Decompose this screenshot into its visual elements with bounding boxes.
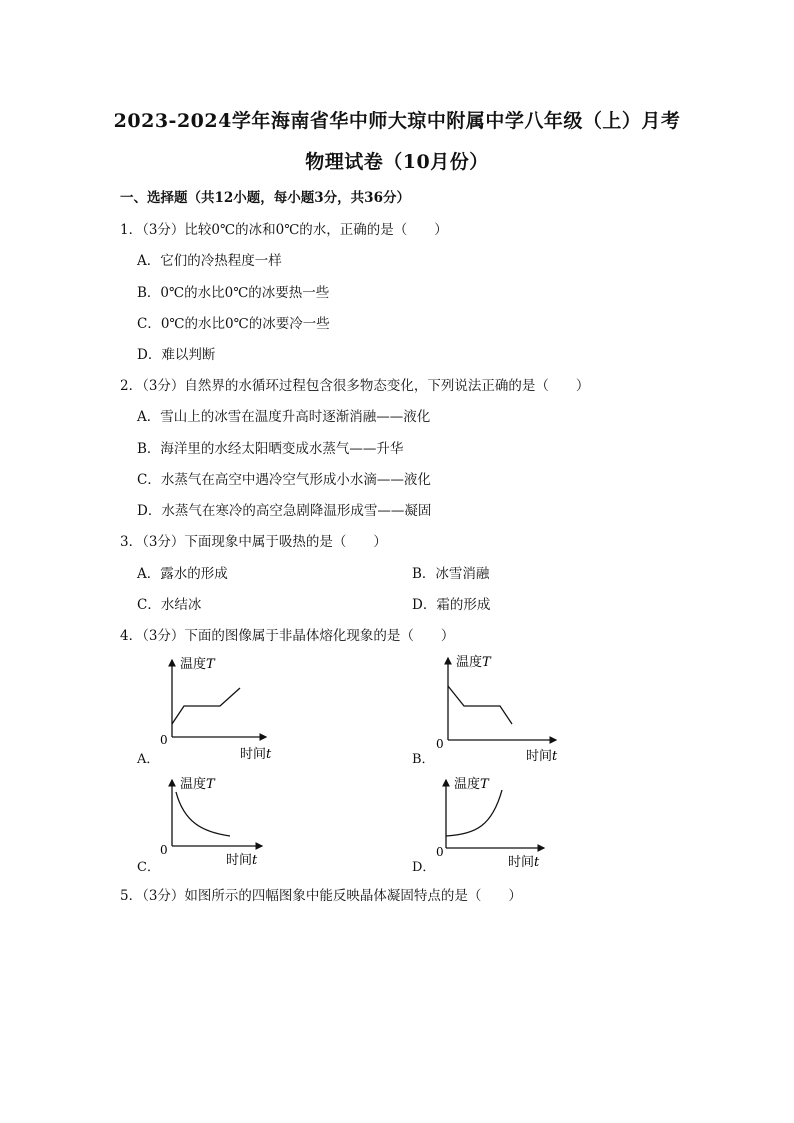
question-3-stem: 3．（3分）下面现象中属于吸热的是（ ） [120, 534, 387, 550]
question-2-option-b: B．海洋里的水经太阳晒变成水蒸气——升华 [137, 441, 404, 457]
question-2-option-a: A．雪山上的冰雪在温度升高时逐渐消融——液化 [137, 409, 431, 425]
question-3-option-a: A．露水的形成 [137, 566, 228, 582]
graph-d-origin: 0 [436, 845, 444, 859]
graph-c-x-label: 时间t [226, 853, 258, 868]
question-2-option-c: C．水蒸气在高空中遇冷空气形成小水滴——液化 [137, 472, 431, 488]
question-3-option-d: D．霜的形成 [412, 597, 491, 613]
graph-c-y-label: 温度T [180, 777, 215, 792]
section-heading: 一、选择题（共12小题，每小题3分，共36分） [120, 190, 410, 206]
question-4-stem: 4．（3分）下面的图像属于非晶体熔化现象的是（ ） [120, 628, 455, 644]
question-1-option-c: C．0℃的水比0℃的冰要冷一些 [137, 316, 330, 332]
graph-b-curve [448, 686, 512, 724]
question-2-stem: 2．（3分）自然界的水循环过程包含很多物态变化，下列说法正确的是（ ） [120, 378, 590, 394]
graph-b-x-label: 时间t [526, 749, 558, 764]
graph-a-curve [172, 688, 240, 724]
graph-c [150, 774, 265, 869]
graph-a-x-label: 时间t [240, 747, 272, 762]
graph-c-curve [176, 792, 230, 836]
graph-c-origin: 0 [160, 843, 168, 857]
graph-d-x-label: 时间t [508, 855, 540, 870]
question-1-stem: 1．（3分）比较0℃的冰和0℃的水，正确的是（ ） [120, 222, 448, 238]
graph-b [426, 652, 561, 767]
question-3-option-c: C．水结冰 [137, 597, 202, 613]
question-4-option-c: C． [137, 860, 160, 875]
graph-d [426, 774, 551, 869]
graph-d-y-label: 温度T [454, 777, 489, 792]
question-4-option-b: B． [412, 752, 435, 767]
question-1-option-a: A．它们的冷热程度一样 [137, 253, 282, 269]
page-title-line2: 物理试卷（10月份） [305, 151, 489, 173]
question-1-option-d: D．难以判断 [137, 347, 216, 363]
question-4-option-d: D． [412, 860, 436, 875]
graph-a [150, 652, 270, 762]
question-2-option-d: D．水蒸气在寒冷的高空急剧降温形成雪——凝固 [137, 503, 432, 519]
graph-d-curve [446, 790, 502, 836]
graph-b-y-label: 温度T [456, 655, 491, 670]
question-1-option-b: B．0℃的水比0℃的冰要热一些 [137, 285, 330, 301]
graph-b-origin: 0 [436, 737, 444, 751]
question-3-option-b: B．冰雪消融 [412, 566, 490, 582]
question-4-option-a: A． [137, 752, 160, 767]
question-5-stem: 5．（3分）如图所示的四幅图象中能反映晶体凝固特点的是（ ） [120, 888, 522, 904]
page-title-line1: 2023-2024学年海南省华中师大琼中附属中学八年级（上）月考 [113, 110, 681, 132]
graph-a-y-label: 温度T [180, 657, 215, 672]
graph-a-origin: 0 [160, 733, 168, 747]
